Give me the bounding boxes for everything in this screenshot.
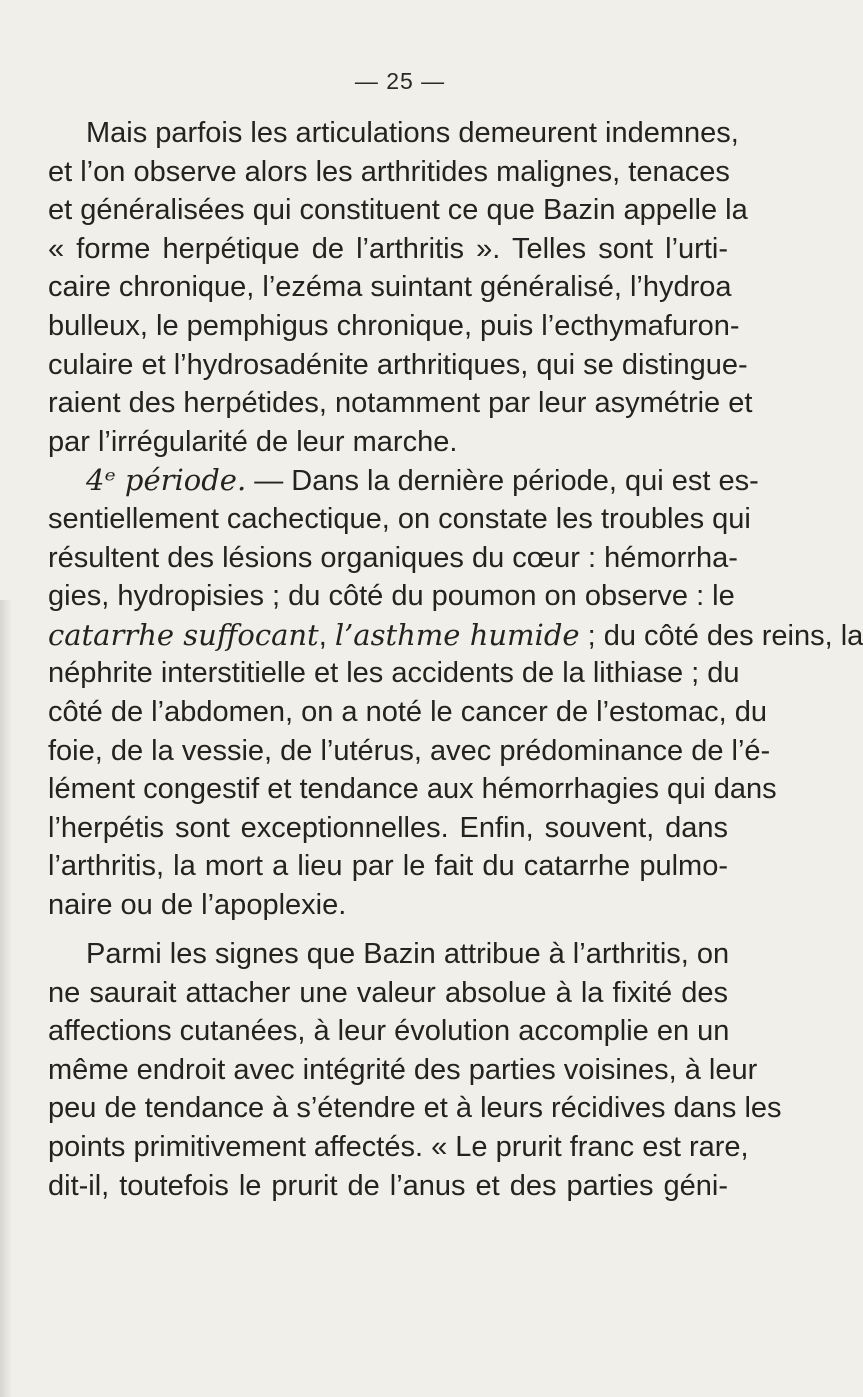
text-line-italic-terms — [48, 616, 863, 655]
text-line: résultent des lésions organiques du cœur : hémorrha- — [48, 541, 738, 574]
text-line: par l’irrégularité de leur marche. — [48, 425, 458, 458]
text-line: et généralisées qui constituent ce que Bazin appelle la — [48, 194, 748, 227]
binding-shadow — [0, 600, 12, 1397]
paragraph-1 — [48, 114, 753, 461]
text-line: sentiellement cachectique, on constate les troubles qui — [48, 502, 751, 535]
text-line: points primitivement affectés. « Le prurit franc est rare, — [48, 1130, 749, 1163]
text-line: bulleux, le pemphigus chronique, puis l’ecthymafuron- — [48, 309, 740, 342]
text-line: « forme herpétique de l’arthritis ». Telles sont l’urti- — [48, 232, 728, 265]
text-fragment: ; du côté des reins, la — [579, 619, 863, 652]
text-line: naire ou de l’apoplexie. — [48, 888, 347, 921]
text-line: gies, hydropisies ; du côté du poumon on observe : le — [48, 580, 735, 613]
paragraph-2 — [48, 461, 863, 924]
text-line: néphrite interstitielle et les accidents de la lithiase ; du — [48, 657, 740, 690]
text-line: caire chronique, l’ezéma suintant généralisé, l’hydroa — [48, 271, 732, 304]
text-line: foie, de la vessie, de l’utérus, avec prédominance de l’é- — [48, 734, 771, 767]
text-line: l’herpétis sont exceptionnelles. Enfin, souvent, dans — [48, 811, 728, 844]
page-number: — 25 — — [354, 68, 446, 94]
paragraph-3 — [48, 935, 782, 1205]
text-line: l’arthritis, la mort a lieu par le fait du catarrhe pulmo- — [48, 850, 728, 883]
italic-term: catarrhe suffocant — [48, 617, 319, 652]
text-line: même endroit avec intégrité des parties voisines, à leur — [48, 1053, 758, 1086]
text-line: peu de tendance à s’étendre et à leurs récidives dans les — [48, 1092, 782, 1125]
text-line: Mais parfois les articulations demeurent indemnes, — [86, 117, 739, 149]
italic-term: l’asthme humide — [334, 617, 580, 652]
text-column-bottom — [48, 935, 782, 1205]
text-line: raient des herpétides, notamment par leur asymétrie et — [48, 387, 753, 420]
text-line: dit-il, toutefois le prurit de l’anus et des parties géni- — [48, 1169, 728, 1202]
text-line: ne saurait attacher une valeur absolue à la fixité des — [48, 976, 728, 1009]
text-line: lément congestif et tendance aux hémorrhagies qui dans — [48, 773, 777, 806]
heading-rest: — Dans la dernière période, qui est es- — [246, 465, 759, 498]
text-line: culaire et l’hydrosadénite arthritiques, qui se distingue- — [48, 348, 748, 381]
text-line-heading — [48, 461, 759, 500]
text-fragment: , — [318, 619, 335, 652]
text-column-top — [48, 114, 863, 924]
text-line: et l’on observe alors les arthritides malignes, tenaces — [48, 155, 730, 188]
section-heading: 4ᵉ période. — [86, 463, 247, 498]
text-line: affections cutanées, à leur évolution accomplie en un — [48, 1015, 730, 1048]
text-line: côté de l’abdomen, on a noté le cancer de l’estomac, du — [48, 695, 768, 728]
text-line: Parmi les signes que Bazin attribue à l’arthritis, on — [86, 938, 730, 970]
